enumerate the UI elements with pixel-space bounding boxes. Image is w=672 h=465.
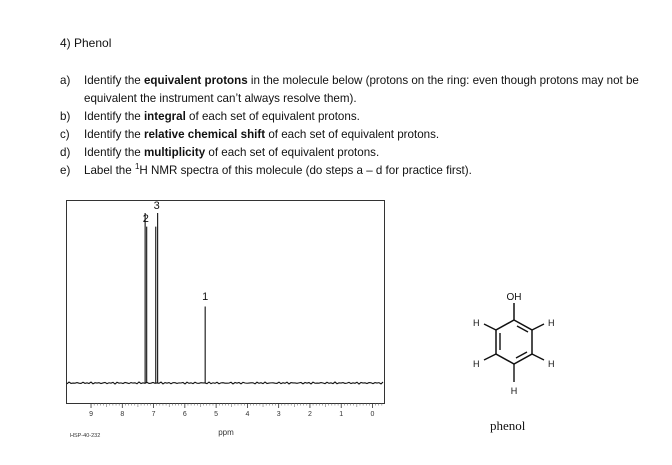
question-pre: Identify the xyxy=(84,110,144,123)
spectrum-peaks xyxy=(67,213,383,384)
h-label: H xyxy=(473,359,480,369)
question-c xyxy=(60,126,660,144)
question-text xyxy=(84,72,660,108)
c-h-bond xyxy=(532,354,544,360)
question-text xyxy=(84,144,660,162)
question-letter: c) xyxy=(60,128,70,141)
peak-label: 2 xyxy=(142,213,149,225)
peak-label: 1 xyxy=(202,291,209,303)
axis-tick-label: 3 xyxy=(276,411,281,418)
benzene-ring xyxy=(496,320,532,364)
x-axis-label: ppm xyxy=(218,428,234,437)
ring-bonds xyxy=(496,320,532,364)
oh-label: OH xyxy=(506,292,522,303)
axis-tick-label: 9 xyxy=(89,411,93,418)
spectrum-code: HSP-40-232 xyxy=(70,433,101,439)
axis-tick-labels xyxy=(89,411,374,418)
peak-label: 3 xyxy=(153,200,160,212)
axis-tick-label: 7 xyxy=(151,411,156,418)
c-h-bond xyxy=(532,324,544,330)
spectrum-frame xyxy=(67,201,385,404)
question-b xyxy=(60,108,660,126)
question-letter: a) xyxy=(60,74,71,87)
question-pre: Identify the xyxy=(84,146,144,159)
axis-tick-label: 8 xyxy=(120,411,125,418)
h-label: H xyxy=(548,359,555,369)
h-label: H xyxy=(473,318,480,328)
molecule-caption: phenol xyxy=(490,418,526,433)
question-text xyxy=(84,126,660,144)
question-pre: Label the xyxy=(84,164,135,177)
question-d xyxy=(60,144,660,162)
question-keyword: equivalent protons xyxy=(143,74,248,87)
question-letter: d) xyxy=(60,146,71,159)
phenol-structure xyxy=(470,288,580,408)
c-h-bond xyxy=(484,354,496,360)
axis-tick-label: 5 xyxy=(214,411,219,418)
question-e xyxy=(60,162,660,180)
question-keyword: integral xyxy=(143,110,186,123)
question-post: of each set of equivalent protons. xyxy=(185,110,360,123)
axis-tick-label: 6 xyxy=(182,411,187,418)
h-label: H xyxy=(548,318,555,328)
question-letter: e) xyxy=(60,164,71,177)
peak-labels xyxy=(143,200,209,303)
axis-tick-label: 0 xyxy=(370,411,375,418)
c-h-bond xyxy=(484,324,496,330)
question-text xyxy=(84,162,660,180)
question-keyword: relative chemical shift xyxy=(143,128,266,141)
superscript-one: 1 xyxy=(134,162,140,172)
axis-tick-label: 1 xyxy=(339,411,344,418)
question-post: of each set of equivalent protons. xyxy=(205,146,380,159)
nmr-spectrum xyxy=(66,200,396,450)
question-text xyxy=(84,108,660,126)
question-a xyxy=(60,72,660,108)
question-post: H NMR spectra of this molecule (do steps a – d for practice first). xyxy=(139,164,472,177)
spectrum-baseline xyxy=(67,382,383,384)
axis-tick-label: 4 xyxy=(245,411,250,418)
question-post: of each set of equivalent protons. xyxy=(265,128,440,141)
axis-tick-label: 2 xyxy=(307,411,312,418)
problem-title: 4) Phenol xyxy=(60,36,112,50)
question-post: in the molecule below (protons on the ring: even though protons may not be equivalent the instrument can’t always resolve them). xyxy=(84,74,639,105)
question-list xyxy=(60,72,660,180)
question-letter: b) xyxy=(60,110,71,123)
question-pre: Identify the xyxy=(84,74,144,87)
question-keyword: multiplicity xyxy=(143,146,206,159)
question-pre: Identify the xyxy=(84,128,144,141)
h-label: H xyxy=(510,386,518,396)
